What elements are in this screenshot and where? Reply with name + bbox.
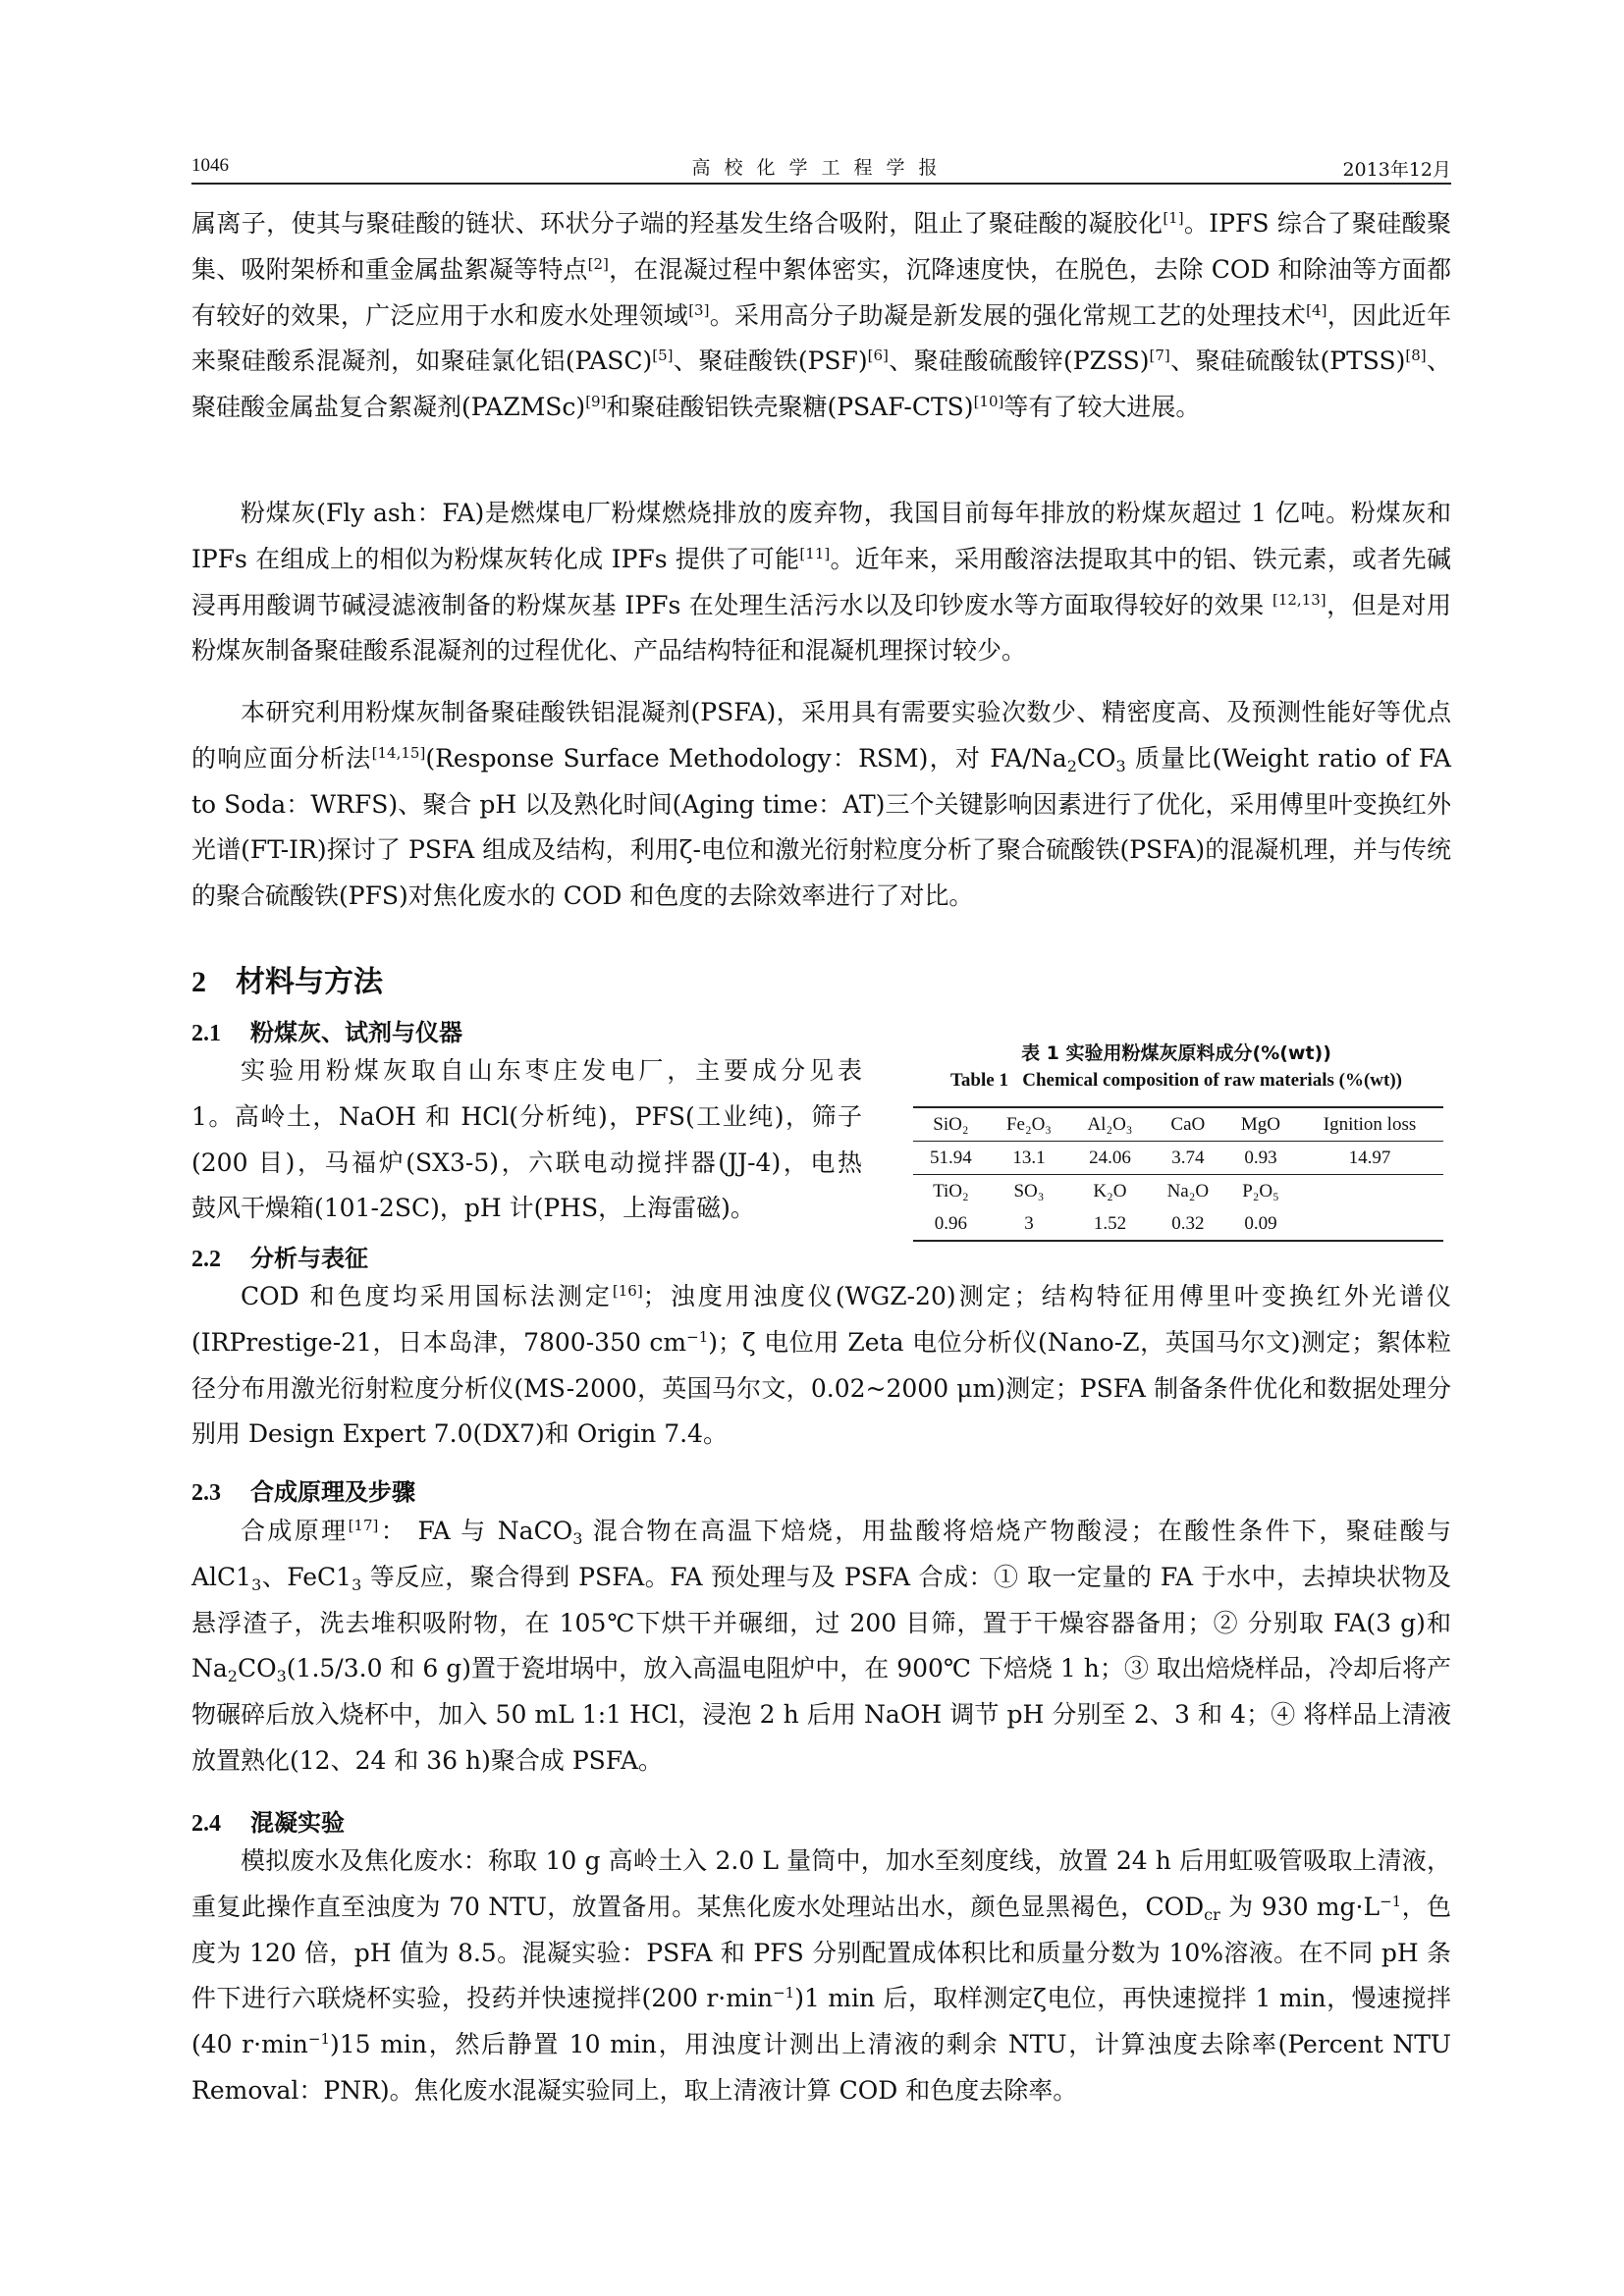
paragraph-materials: 实验用粉煤灰取自山东枣庄发电厂，主要成分见表 1。高岭土，NaOH 和 HCl(分析纯)，PFS(工业纯)，筛子 (200 目)，马福炉(SX3-5)，六联电动搅拌器(JJ-4)，电热 鼓风干燥箱(101-2SC)，pH 计(PHS，上海雷磁)。 [191, 1056, 862, 1223]
issue-date: 2013年12月 [1342, 159, 1451, 181]
table-cell: CaO [1151, 1107, 1225, 1142]
paragraph-analysis: COD 和色度均采用国标法测定[16]；浊度用浊度仪(WGZ-20)测定；结构特征用傅里叶变换红外光谱仪(IRPrestige-21，日本岛津，7800-350 $cm^{-1}$)；ζ 电位用 Zeta 电位分析仪(Nano-Z，英国马尔文)测定；絮体粒径分布用激光衍射粒度分析仪(MS-2000，英国马尔文，0.02~2000 μm)测定；PSFA 制备条件优化和数据处理分别用 Design Expert 7.0(DX7)和 Origin 7.4。 [191, 1282, 1451, 1449]
table-cell [1296, 1207, 1443, 1241]
paragraph-intro-1: 属离子，使其与聚硅酸的链状、环状分子端的羟基发生络合吸附，阻止了聚硅酸的凝胶化[1]。IPFS 综合了聚硅酸聚集、吸附架桥和重金属盐絮凝等特点[2]，在混凝过程中絮体密实，沉降速度快，在脱色，去除 COD 和除油等方面都有较好的效果，广泛应用于水和废水处理领域[3]。采用高分子助凝是新发展的强化常规工艺的处理技术[4]，因此近年来聚硅酸系混凝剂，如聚硅氯化铝(PASC)[5]、聚硅酸铁(PSF)[6]、聚硅酸硫酸锌(PZSS)[7]、聚硅硫酸钛(PTSS)[8]、聚硅酸金属盐复合絮凝剂(PAZMSc)[9]和聚硅酸铝铁壳聚糖(PSAF-CTS)[10]等有了较大进展。 [191, 209, 1451, 422]
table-cell: 51.94 [913, 1142, 989, 1175]
table-cell: MgO [1225, 1107, 1296, 1142]
table-cell: Al₂O₃ [1069, 1107, 1151, 1142]
table-caption-cn: 表 1 实验用粉煤灰原料成分(%(wt)) [1021, 1042, 1331, 1064]
subsection-heading-2-2: 2.2 分析与表征 [191, 1245, 368, 1272]
table-cell: Na₂O [1166, 1180, 1210, 1201]
subsection-heading-2-1: 2.1 粉煤灰、试剂与仪器 [191, 1019, 462, 1046]
paragraph-synthesis: 合成原理[17]： FA 与 NaCO$_3$ 混合物在高温下焙烧，用盐酸将焙烧产物酸浸；在酸性条件下，聚硅酸与 $AlC1_3$、$FeC1_3$ 等反应，聚合得到 PSFA。FA 预处理与及 PSFA 合成：① 取一定量的 FA 于水中，去掉块状物及悬浮渣子，洗去堆积吸附物，在 105℃下烘干并碾细，过 200 目筛，置于干燥容器备用；② 分别取 FA(3 g)和 $Na_2CO_3(1.5/3.0$ 和 6 g)置于瓷坩埚中，放入高温电阻炉中，在 900℃ 下焙烧 1 h；③ 取出焙烧样品，冷却后将产物碾碎后放入烧杯中，加入 50 mL 1:1 HCl，浸泡 2 h 后用 NaOH 调节 pH 分别至 2、3 和 4；④ 将样品上清液放置熟化(12、24 和 36 h)聚合成 PSFA。 [191, 1517, 1452, 1775]
table-cell: TiO₂ [933, 1180, 969, 1201]
composition-table [913, 1106, 1443, 1242]
table-row [913, 1142, 1443, 1175]
page-number: 1046 [191, 155, 229, 176]
table-cell: 3.74 [1151, 1142, 1225, 1175]
table-cell: SO₃ [1013, 1180, 1045, 1201]
table-header-row [913, 1107, 1443, 1142]
table-cell: 14.97 [1296, 1142, 1443, 1175]
table-cell: P₂O₅ [1242, 1180, 1279, 1201]
table-cell: Ignition loss [1296, 1107, 1443, 1142]
table-row [913, 1207, 1443, 1241]
paragraph-intro-2: 粉煤灰(Fly ash：FA)是燃煤电厂粉煤燃烧排放的废弃物，我国目前每年排放的粉煤灰超过 1 亿吨。粉煤灰和 IPFs 在组成上的相似为粉煤灰转化成 IPFs 提供了可能[11]。近年来，采用酸溶法提取其中的铝、铁元素，或者先碱浸再用酸调节碱浸滤液制备的粉煤灰基 IPFs 在处理生活污水以及印钞废水等方面取得较好的效果 [12,13]，但是对用粉煤灰制备聚硅酸系混凝剂的过程优化、产品结构特征和混凝机理探讨较少。 [191, 499, 1451, 666]
journal-title: 高校化学工程学报 [691, 157, 951, 179]
subsection-heading-2-3: 2.3 合成原理及步骤 [191, 1478, 415, 1506]
table-cell: Fe₂O₃ [989, 1107, 1070, 1142]
paragraph-coagulation: 模拟废水及焦化废水：称取 10 g 高岭土入 2.0 L 量筒中，加水至刻度线，放置 24 h 后用虹吸管吸取上清液，重复此操作直至浊度为 70 NTU，放置备用。某焦化废水处理站出水，颜色显黑褐色，$COD_{cr}$ 为 930 $mg\cdot L^{-1}$，色度为 120 倍，pH 值为 8.5。混凝实验：PSFA 和 PFS 分别配置成体积比和质量分数为 10%溶液。在不同 pH 条件下进行六联烧杯实验，投药并快速搅拌(200 $r\cdot\min^{-1})1$ min 后，取样测定ζ电位，再快速搅拌 1 min，慢速搅拌(40 $r\cdot\min^{-1})15$ min，然后静置 10 min，用浊度计测出上清液的剩余 NTU，计算浊度去除率(Percent NTU Removal：PNR)。焦化废水混凝实验同上，取上清液计算 COD 和色度去除率。 [191, 1846, 1451, 2105]
table-cell: 24.06 [1069, 1142, 1151, 1175]
table-cell: 0.32 [1151, 1207, 1225, 1241]
table-cell: SiO₂ [913, 1107, 989, 1142]
paragraph-intro-3: 本研究利用粉煤灰制备聚硅酸铁铝混凝剂(PSFA)，采用具有需要实验次数少、精密度高、及预测性能好等优点的响应面分析法[14,15](Response Surface Methodology：RSM)，对 $FA/Na_2CO_3$ 质量比(Weight ratio of FA to Soda：WRFS)、聚合 pH 以及熟化时间(Aging time：AT)三个关键影响因素进行了优化，采用傅里叶变换红外光谱(FT-IR)探讨了 PSFA 组成及结构，利用ζ-电位和激光衍射粒度分析了聚合硫酸铁(PSFA)的混凝机理，并与传统的聚合硫酸铁(PFS)对焦化废水的 COD 和色度的去除效率进行了对比。 [191, 698, 1451, 911]
table-cell: K₂O [1093, 1180, 1127, 1201]
section-heading: 2 材料与方法 [191, 965, 383, 999]
table-header-row [913, 1175, 1443, 1208]
table-cell: 0.93 [1225, 1142, 1296, 1175]
table-cell: 1.52 [1069, 1207, 1151, 1241]
table-cell: 3 [989, 1207, 1070, 1241]
table-cell [1296, 1175, 1443, 1208]
table-caption-en: Table 1 Chemical composition of raw materials (%(wt)) [950, 1070, 1402, 1091]
subsection-heading-2-4: 2.4 混凝实验 [191, 1809, 345, 1837]
table-cell: 13.1 [989, 1142, 1070, 1175]
table-cell: 0.09 [1225, 1207, 1296, 1241]
table-cell: 0.96 [913, 1207, 989, 1241]
running-header [191, 149, 1451, 185]
